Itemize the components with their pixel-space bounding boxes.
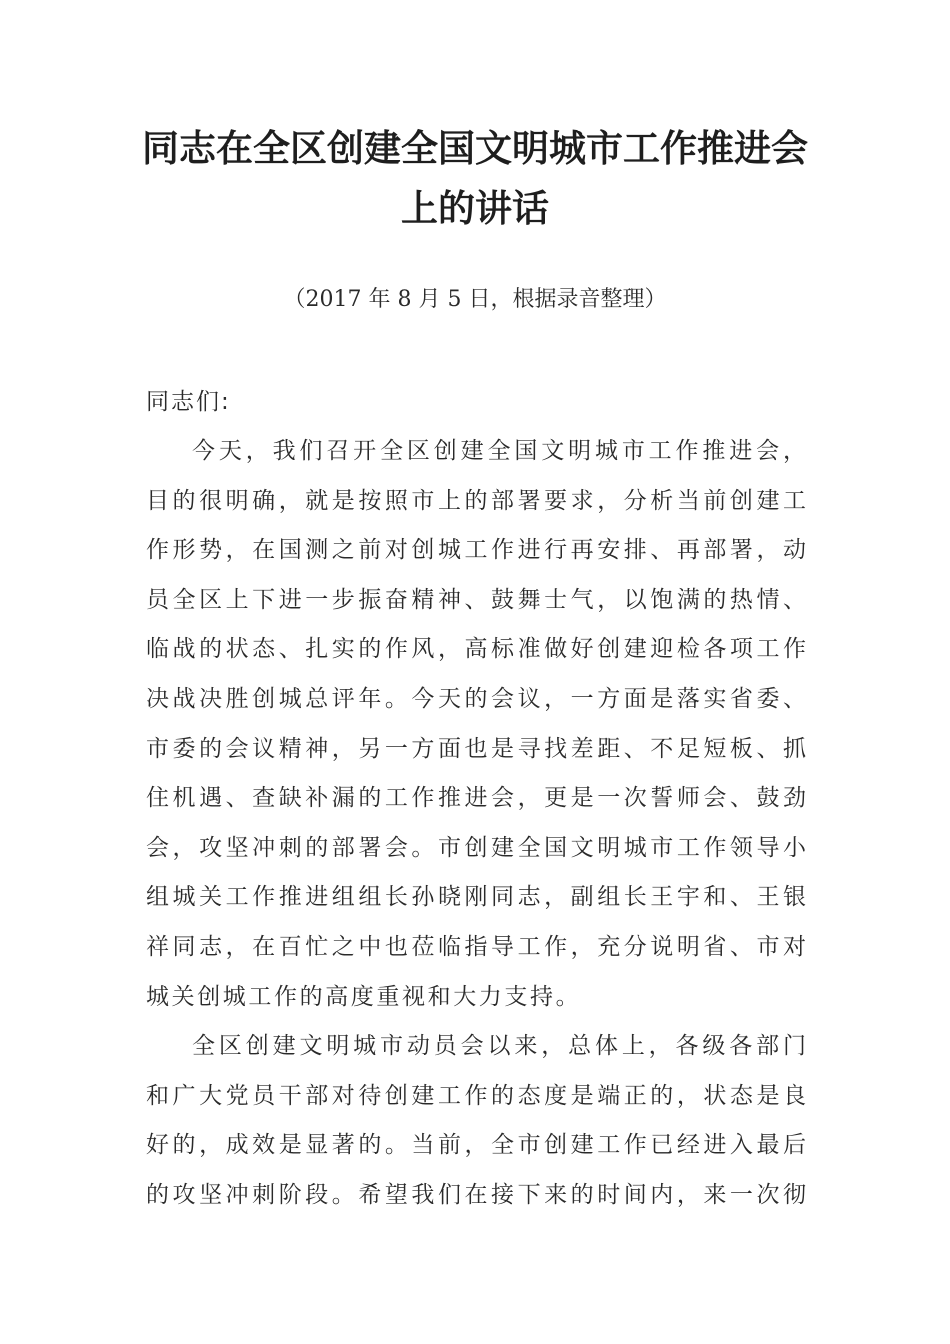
paragraph-line: 城关创城工作的高度重视和大力支持。: [146, 983, 582, 1010]
paragraph-line: 今天，我们召开全区创建全国文明城市工作推进会，: [192, 438, 806, 464]
paragraph-line: 全区创建文明城市动员会以来，总体上，各级各部门: [192, 1033, 806, 1060]
paragraph-line: 组城关工作推进组组长孙晓刚同志，副组长王宇和、王银: [146, 884, 806, 911]
title-line-1: 同志在全区创建全国文明城市工作推进会: [142, 126, 808, 170]
paragraph-line: 作形势，在国测之前对创城工作进行再安排、再部署，动: [146, 537, 806, 564]
paragraph-line: 市委的会议精神，另一方面也是寻找差距、不足短板、抓: [146, 735, 806, 762]
paragraph-line: 临战的状态、扎实的作风，高标准做好创建迎检各项工作: [146, 636, 806, 663]
document-body: [146, 378, 806, 1221]
paragraph-line: 和广大党员干部对待创建工作的态度是端正的，状态是良: [146, 1082, 806, 1109]
title-line-2: 上的讲话: [401, 186, 549, 230]
paragraph-line: 住机遇、查缺补漏的工作推进会，更是一次誓师会、鼓劲: [146, 785, 806, 812]
paragraph-line: 的攻坚冲刺阶段。希望我们在接下来的时间内，来一次彻: [146, 1181, 806, 1208]
paragraph-line: 员全区上下进一步振奋精神、鼓舞士气，以饱满的热情、: [146, 586, 806, 613]
salutation: 同志们:: [146, 389, 231, 415]
paragraph-line: 目的很明确，就是按照市上的部署要求，分析当前创建工: [146, 487, 806, 514]
document-title: [110, 118, 840, 238]
paragraph-line: 好的，成效是显著的。当前，全市创建工作已经进入最后: [146, 1132, 806, 1159]
paragraph-line: 决战决胜创城总评年。今天的会议，一方面是落实省委、: [146, 685, 806, 712]
paragraph-1: [146, 427, 806, 1022]
paragraph-line: 会，攻坚冲刺的部署会。市创建全国文明城市工作领导小: [146, 834, 806, 861]
paragraph-2: [146, 1022, 806, 1220]
document-subtitle: （2017 年 8 月 5 日，根据录音整理）: [283, 287, 667, 312]
paragraph-line: 祥同志，在百忙之中也莅临指导工作，充分说明省、市对: [146, 933, 806, 960]
